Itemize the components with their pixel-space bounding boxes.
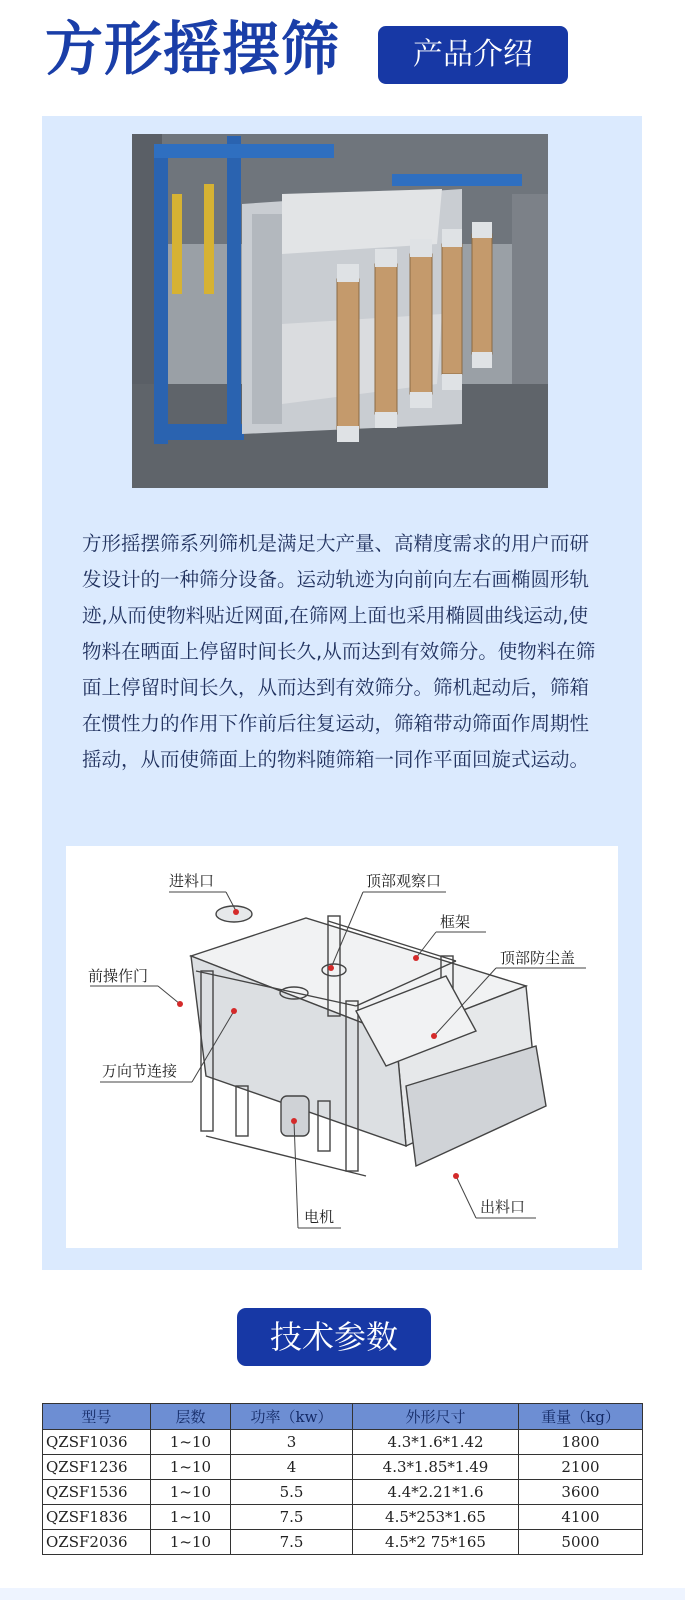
table-row <box>43 1455 643 1480</box>
product-photo-illustration <box>132 134 548 488</box>
cell-layers: 1~10 <box>151 1480 231 1505</box>
table-row <box>43 1480 643 1505</box>
spec-table <box>42 1403 643 1555</box>
cell-power: 7.5 <box>231 1505 353 1530</box>
cell-weight: 2100 <box>519 1455 643 1480</box>
cell-power: 7.5 <box>231 1530 353 1555</box>
header-layers: 层数 <box>151 1404 231 1430</box>
label-frame: 框架 <box>440 913 471 931</box>
product-panel <box>42 116 642 1270</box>
cell-dimensions: 4.5*2 75*165 <box>353 1530 519 1555</box>
structure-diagram <box>66 846 618 1248</box>
footer-band <box>0 1588 685 1600</box>
label-universal-joint: 万向节连接 <box>102 1062 178 1080</box>
label-top-inspection-port: 顶部观察口 <box>366 872 442 890</box>
spec-table-header-row <box>43 1404 643 1430</box>
table-row <box>43 1530 643 1555</box>
cell-model: QZSF1836 <box>43 1505 151 1530</box>
cell-dimensions: 4.3*1.6*1.42 <box>353 1430 519 1455</box>
cell-layers: 1~10 <box>151 1430 231 1455</box>
cell-power: 3 <box>231 1430 353 1455</box>
cell-weight: 5000 <box>519 1530 643 1555</box>
cell-layers: 1~10 <box>151 1455 231 1480</box>
cell-weight: 4100 <box>519 1505 643 1530</box>
label-front-operating-door: 前操作门 <box>88 967 149 985</box>
tech-params-badge: 技术参数 <box>237 1308 431 1366</box>
cell-dimensions: 4.3*1.85*1.49 <box>353 1455 519 1480</box>
cell-model: QZSF1236 <box>43 1455 151 1480</box>
product-photo <box>132 134 548 488</box>
cell-model: OZSF2036 <box>43 1530 151 1555</box>
cell-weight: 1800 <box>519 1430 643 1455</box>
cell-layers: 1~10 <box>151 1505 231 1530</box>
cell-power: 4 <box>231 1455 353 1480</box>
cell-dimensions: 4.4*2.21*1.6 <box>353 1480 519 1505</box>
header-power: 功率（kw） <box>231 1404 353 1430</box>
header-model: 型号 <box>43 1404 151 1430</box>
label-motor: 电机 <box>304 1208 335 1226</box>
cell-model: QZSF1536 <box>43 1480 151 1505</box>
label-top-dust-cover: 顶部防尘盖 <box>500 949 576 967</box>
cell-dimensions: 4.5*253*1.65 <box>353 1505 519 1530</box>
label-discharge-outlet: 出料口 <box>480 1198 526 1216</box>
cell-power: 5.5 <box>231 1480 353 1505</box>
cell-weight: 3600 <box>519 1480 643 1505</box>
page-title: 方形摇摆筛 <box>45 15 341 83</box>
cell-model: QZSF1036 <box>43 1430 151 1455</box>
structure-diagram-drawing <box>66 846 618 1248</box>
label-feed-inlet: 进料口 <box>169 872 215 890</box>
table-row <box>43 1430 643 1455</box>
product-description: 方形摇摆筛系列筛机是满足大产量、高精度需求的用户而研发设计的一种筛分设备。运动轨迹为向前向左右画椭圆形轨迹,从而使物料贴近网面,在筛网上面也采用椭圆曲线运动,使物料在晒面上停留时间长久,从而达到有效筛分。使物料在筛面上停留时间长久，从而达到有效筛分。筛机起动后，筛箱在惯性力的作用下作前后往复运动，筛箱带动筛面作周期性摇动，从而使筛面上的物料随筛箱一同作平面回旋式运动。 <box>82 532 596 771</box>
header-weight: 重量（kg） <box>519 1404 643 1430</box>
table-row <box>43 1505 643 1530</box>
product-intro-badge: 产品介绍 <box>378 26 568 84</box>
cell-layers: 1~10 <box>151 1530 231 1555</box>
header-dimensions: 外形尺寸 <box>353 1404 519 1430</box>
